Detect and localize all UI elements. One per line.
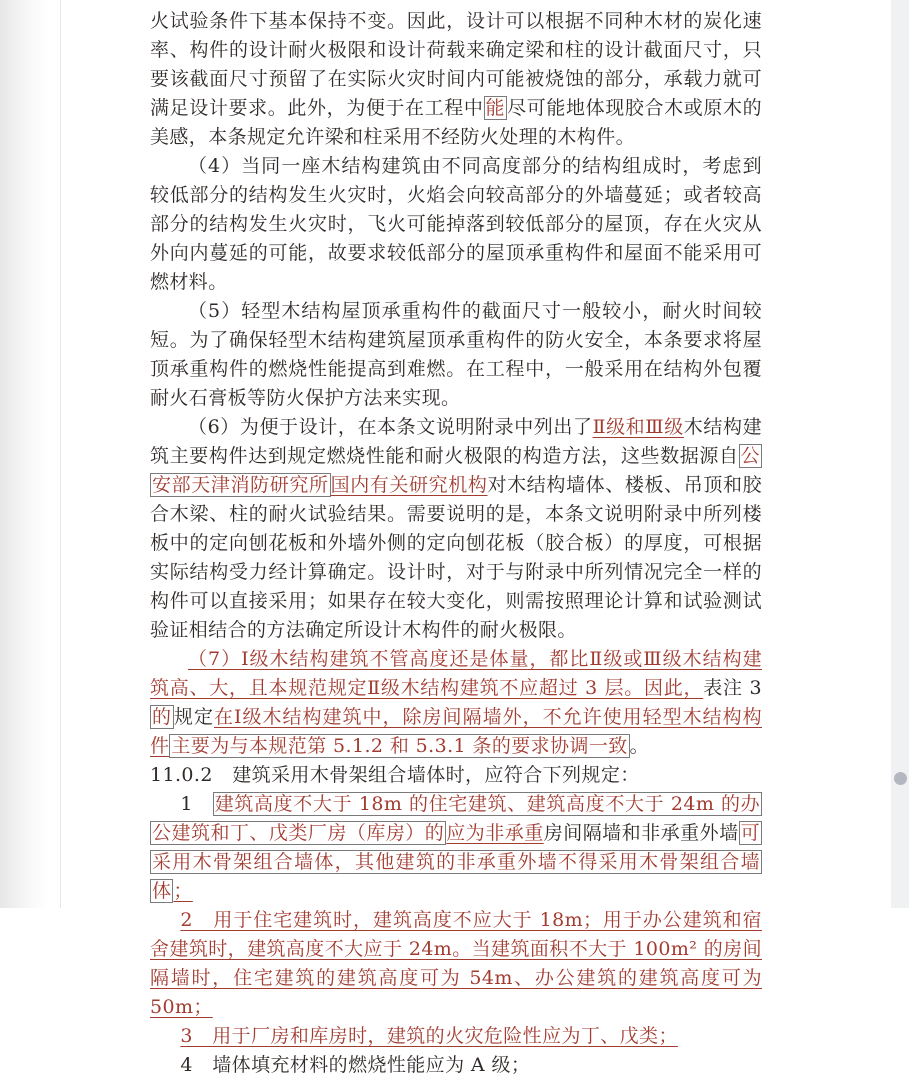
deleted-text-run: 的 [152, 706, 173, 728]
paragraph [150, 761, 762, 790]
inserted-text-run: 应为非承重 [446, 822, 544, 844]
text-run: 火试验条件下基本保持不变。因此，设计可以根据不同种木材的炭化速率、构件的设计耐火极限和设计荷载来确定梁和柱的设计截面尺寸，只要该截面尺寸预留了在实际火灾时间内可能被烧蚀的部分，承载力就可满足设计要求。此外，为便于在工程中 [150, 10, 762, 119]
text-run: 1 [180, 793, 213, 815]
deleted-text-run: 建筑高度不大于 18m 的住宅建筑、建筑高度不大于 24m 的办公建筑和丁、戊类厂房（库房）的 [152, 793, 760, 844]
deleted-text-run: 可采用木骨架组合墙体，其他建筑的非承重外墙不得采用木骨架组合墙体 [152, 822, 760, 902]
text-run: （6）为便于设计，在本条文说明附录中列出了 [188, 416, 593, 438]
inserted-text-run: 在Ⅰ级木结构建筑中，除房间隔墙外，不允许使用轻型木结构构件 [150, 706, 762, 757]
deleted-text-run: 公安部天津消防研究所 [152, 445, 760, 496]
text-run: （4）当同一座木结构建筑由不同高度部分的结构组成时，考虑到较低部分的结构发生火灾时，火焰会向较高部分的外墙蔓延；或者较高部分的结构发生火灾时，飞火可能掉落到较低部分的屋顶，存在火灾从外向内蔓延的可能，故要求较低部分的屋顶承重构件和屋面不能采用可燃材料。 [150, 155, 762, 293]
deleted-text-run: 主要为与本规范第 5.1.2 和 5.3.1 条的要求协调一致 [171, 735, 628, 757]
inserted-text-run: Ⅱ级和Ⅲ级 [592, 416, 684, 438]
paragraph [150, 297, 762, 413]
paragraph [150, 790, 762, 906]
text-run: （5）轻型木结构屋顶承重构件的截面尺寸一般较小，耐火时间较短。为了确保轻型木结构建筑屋顶承重构件的防火安全，本条要求将屋顶承重构件的燃烧性能提高到难燃。在工程中，一般采用在结构外包覆耐火石膏板等防火保护方法来实现。 [150, 300, 762, 409]
paragraph [150, 1051, 762, 1080]
scrollbar-thumb[interactable] [894, 772, 907, 785]
inserted-text-run: 国内有关研究机构 [330, 474, 488, 496]
paragraph [150, 906, 762, 1022]
inserted-text-run: 2 用于住宅建筑时，建筑高度不应大于 18m；用于办公建筑和宿舍建筑时，建筑高度不大应于 24m。当建筑面积不大于 100m² 的房间隔墙时，住宅建筑的建筑高度可为 54m、办公建筑的建筑高度可为 50m； [150, 909, 762, 1018]
page-edge-shadow [0, 0, 61, 908]
paragraph [150, 1022, 762, 1051]
inserted-text-run: （7）Ⅰ级木结构建筑不管高度还是体量，都比Ⅱ级或Ⅲ级木结构建筑高、大，且本规范规定Ⅱ级木结构建筑不应超过 3 层。因此， [150, 648, 762, 699]
text-run: 木结构建筑主要构件达到规定燃烧性能和耐火极限的构造方法，这些数据源自 [150, 416, 762, 467]
paragraph [150, 152, 762, 297]
text-run: 表注 3 [703, 677, 762, 699]
text-run: 规定 [174, 706, 215, 728]
text-run: 。 [629, 735, 650, 757]
text-run: 11.0.2 建筑采用木骨架组合墙体时，应符合下列规定： [150, 764, 640, 786]
paragraph [150, 7, 762, 152]
text-run: 房间隔墙和非承重外墙 [543, 822, 739, 844]
paragraph [150, 413, 762, 645]
inserted-text-run: ； [173, 880, 193, 902]
page-content [150, 7, 762, 1080]
text-run: 4 墙体填充材料的燃烧性能应为 A 级； [180, 1054, 531, 1076]
text-run: 对木结构墙体、楼板、吊顶和胶合木梁、柱的耐火试验结果。需要说明的是，本条文说明附录中所列楼板中的定向刨花板和外墙外侧的定向刨花板（胶合板）的厚度，可根据实际结构受力经计算确定。设计时，对于与附录中所列情况完全一样的构件可以直接采用；如果存在较大变化，则需按照理论计算和试验测试验证相结合的方法确定所设计木构件的耐火极限。 [150, 474, 762, 641]
paragraph [150, 645, 762, 761]
scrollbar-track[interactable] [891, 0, 909, 908]
inserted-text-run: 3 用于厂房和库房时，建筑的火灾危险性应为丁、戊类； [180, 1025, 678, 1047]
deleted-text-run: 能 [485, 97, 506, 119]
text-run: 尽可能地体现胶合木或原木的美感，本条规定允许梁和柱采用不经防火处理的木构件。 [150, 97, 762, 148]
